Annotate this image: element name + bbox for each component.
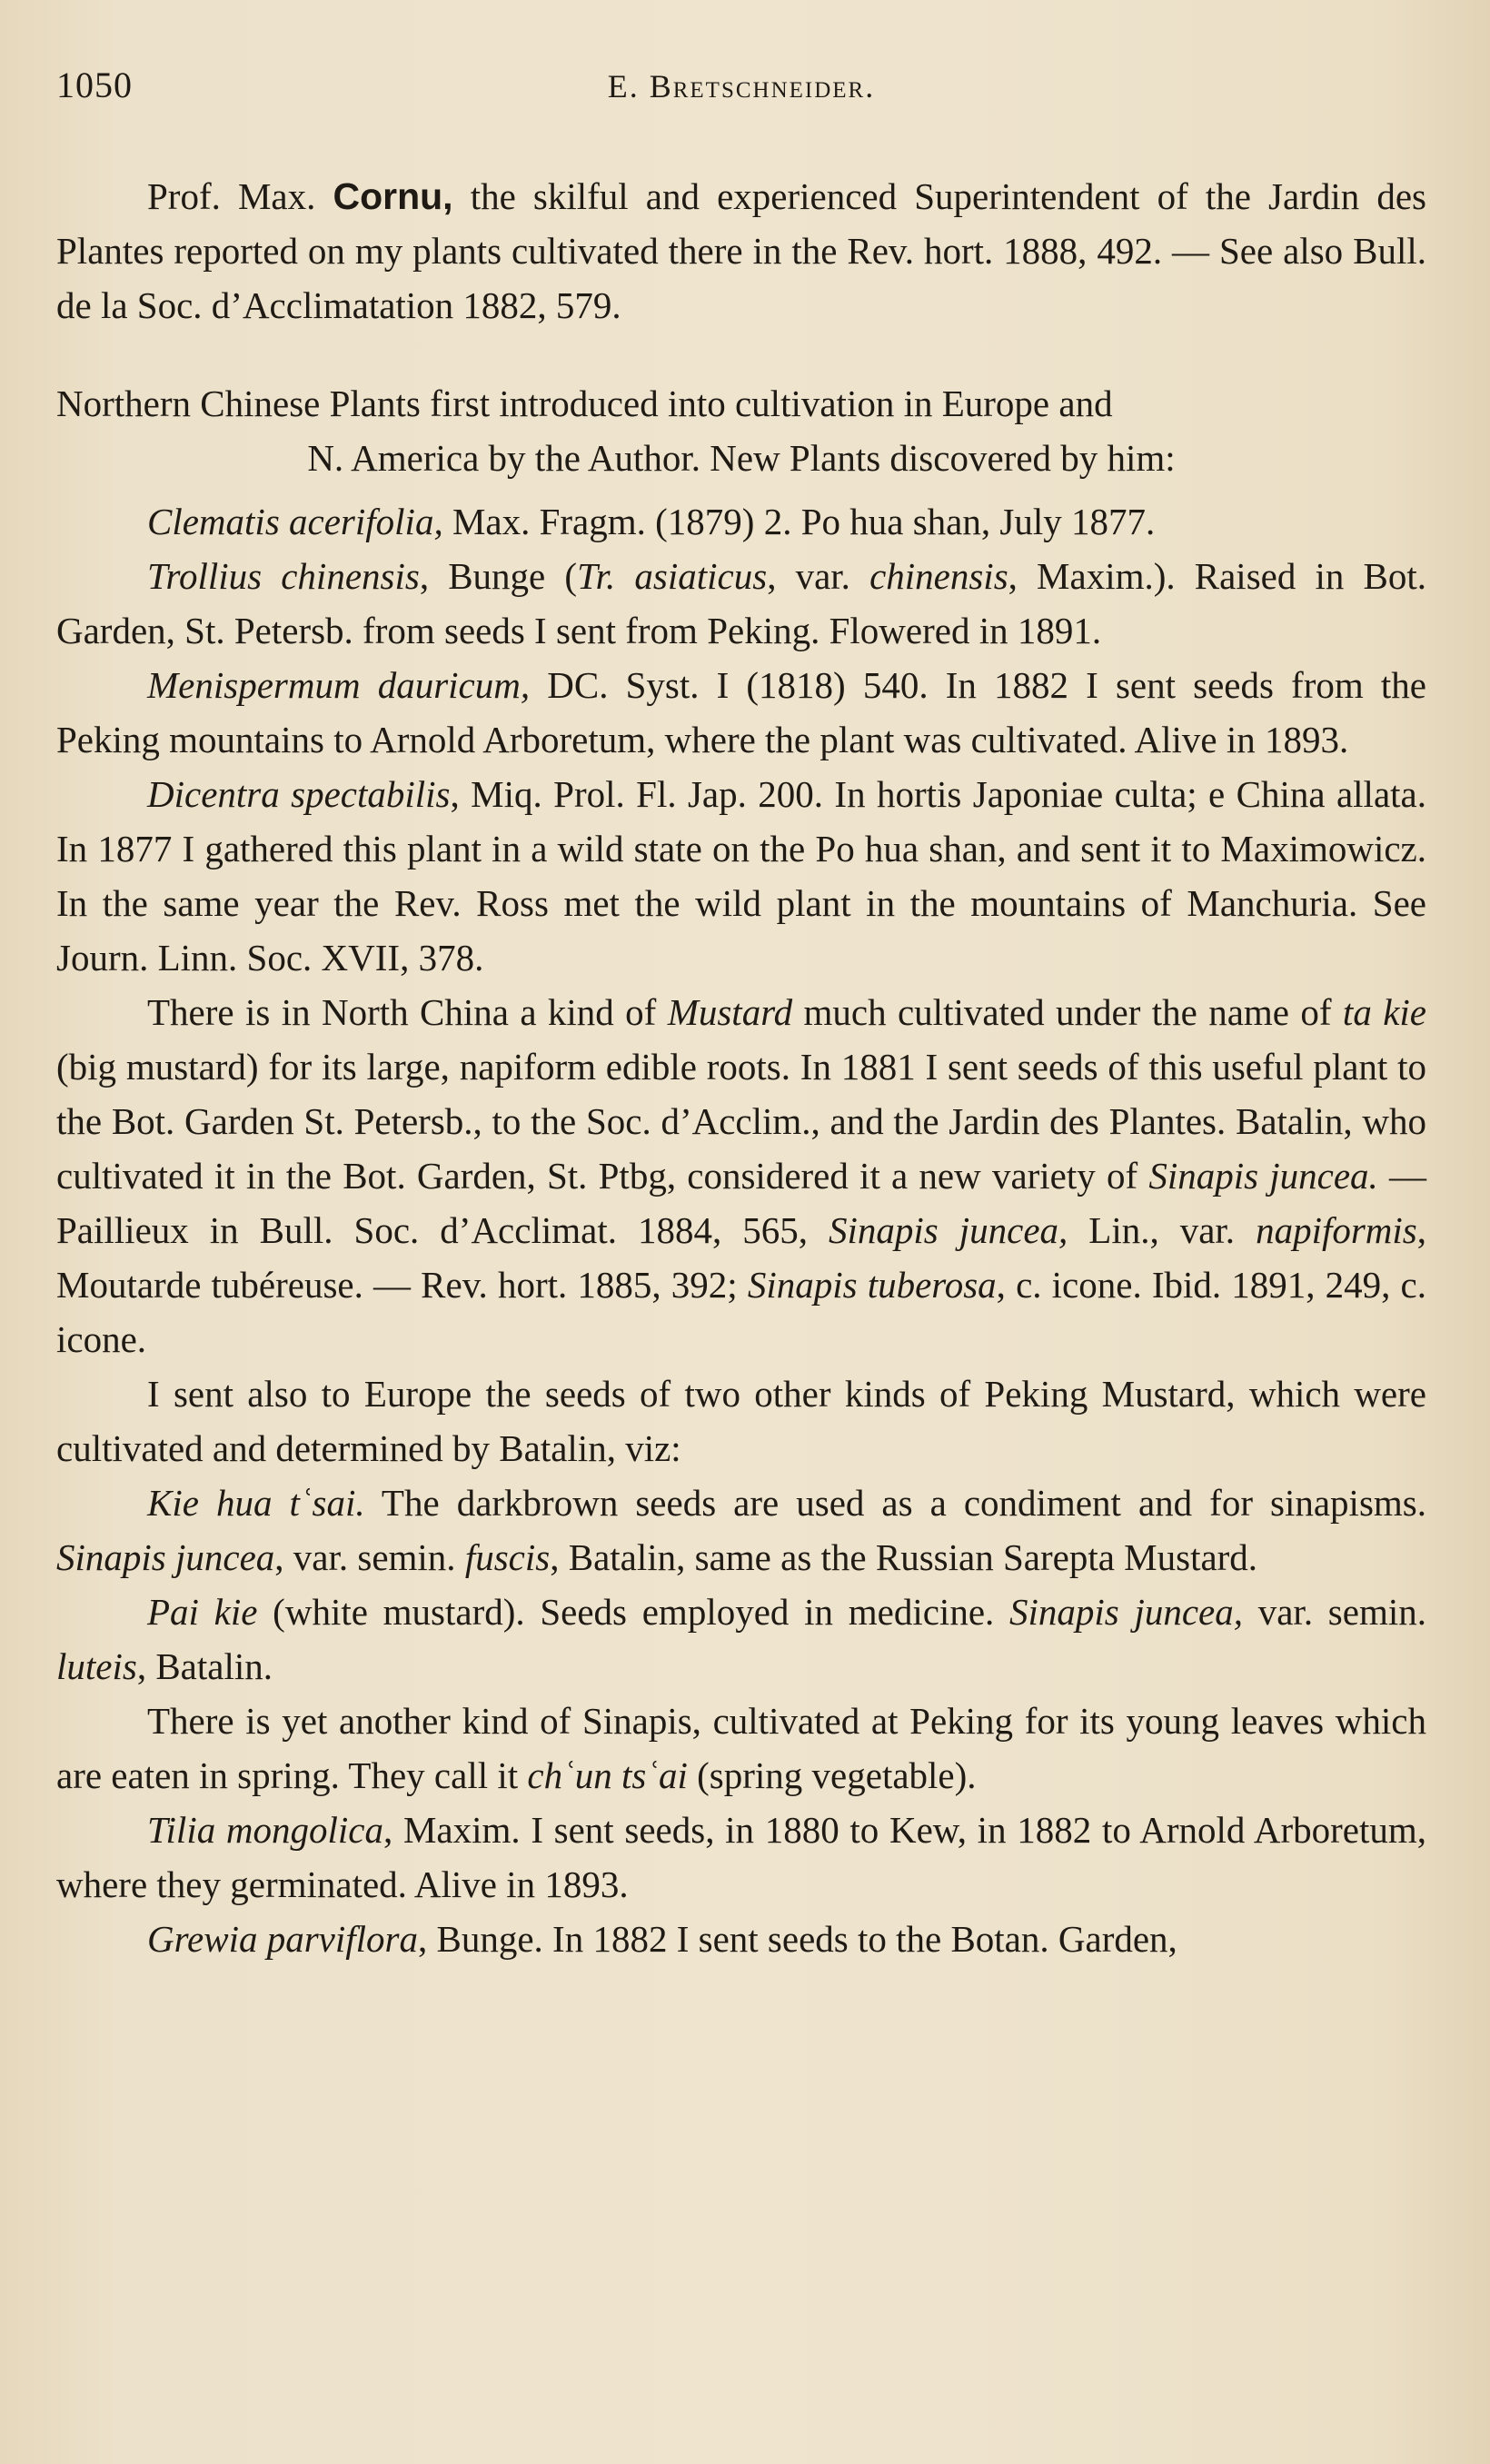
text-run: There is yet another kind of Sinapis, cultivated at Peking for its young leaves which are eaten in spring. They call it bbox=[56, 1700, 1426, 1796]
text-run: , Bunge ( bbox=[419, 555, 578, 597]
italic-term: Menispermum dauricum, bbox=[147, 664, 531, 706]
paragraph bbox=[56, 1366, 1426, 1475]
text-run: Max. Fragm. (1879) 2. Po hua shan, July 1877. bbox=[442, 501, 1156, 542]
text-run: (big mustard) for its large, napiform edible roots. In 1881 I sent seeds of this useful plant to the Bot. Garden St. Petersb., to the Soc. d’Acclim., and the Jardin des Plantes. Batalin, who cultivated it in the Bot. Garden, St. Ptbg, considered it a new variety of bbox=[56, 1046, 1426, 1197]
text-run: DC. Syst. I (1818) 540. In 1882 I sent seeds from the Peking mountains to Arnold Arboretum, where the plant was cultivated. Alive in 1893. bbox=[56, 664, 1426, 760]
section-heading bbox=[56, 376, 1426, 485]
text-run: the skilful and experienced Superintendent of the Jardin des Plantes reported on my plants cultivated there in the Rev. hort. 1888, 492. — See also Bull. de la Soc. d’Acclimatation 1882, 579. bbox=[56, 175, 1426, 326]
text-run: , Maxim.). Raised in Bot. Garden, St. Petersb. from seeds I sent from Peking. Flowered in 1891. bbox=[56, 555, 1427, 651]
italic-term: Sinapis juncea bbox=[56, 1536, 275, 1578]
italic-term: Sinapis juncea, bbox=[1009, 1591, 1243, 1633]
italic-term: ta kie bbox=[1342, 991, 1426, 1033]
italic-term: napiformis bbox=[1256, 1209, 1417, 1251]
text-run: I sent also to Europe the seeds of two other kinds of Peking Mustard, which were cultivated and determined by Batalin, viz: bbox=[56, 1373, 1426, 1469]
text-run: , Bunge. In 1882 I sent seeds to the Botan. Garden, bbox=[418, 1918, 1177, 1960]
text-run: N. America by the Author. New Plants discovered by him: bbox=[307, 437, 1176, 479]
text-run: , Moutarde tubéreuse. — Rev. hort. 1885, 392; bbox=[56, 1209, 1427, 1306]
italic-term: Trollius chinensis bbox=[147, 555, 420, 597]
italic-term: luteis bbox=[56, 1645, 137, 1687]
text-run: , Miq. Prol. Fl. Jap. 200. In hortis Japoniae culta; e China allata. In 1877 I gathered this plant in a wild state on the Po hua shan, and sent it to Maximowicz. In the same year the Rev. Ross met the wild plant in the mountains of Manchuria. See Journ. Linn. Soc. XVII, 378. bbox=[56, 773, 1426, 979]
running-head: E. Bretschneider. bbox=[607, 68, 876, 104]
italic-term: chʿun tsʿai bbox=[527, 1754, 688, 1796]
text-run: , var. bbox=[767, 555, 870, 597]
paragraph bbox=[56, 494, 1426, 549]
paragraph bbox=[56, 658, 1426, 767]
text-run: Lin., var. bbox=[1068, 1209, 1257, 1251]
page-body bbox=[56, 169, 1426, 1966]
italic-term: Tr. asiaticus bbox=[577, 555, 768, 597]
italic-term: Tilia mongolica bbox=[147, 1809, 383, 1851]
text-run: The darkbrown seeds are used as a condiment and for sinapisms. bbox=[364, 1482, 1426, 1524]
italic-term: Sinapis juncea. bbox=[1148, 1155, 1378, 1197]
italic-term: Sinapis juncea, bbox=[828, 1209, 1068, 1251]
paragraph bbox=[56, 985, 1426, 1366]
paragraph bbox=[56, 1475, 1426, 1585]
paragraph bbox=[56, 767, 1426, 985]
text-run: (white mustard). Seeds employed in medicine. bbox=[257, 1591, 1009, 1633]
paragraph bbox=[56, 1694, 1426, 1803]
text-run: , c. icone. Ibid. 1891, 249, c. icone. bbox=[56, 1264, 1426, 1360]
paragraph bbox=[56, 1803, 1426, 1912]
italic-term: Sinapis tuberosa bbox=[747, 1264, 997, 1306]
paragraph bbox=[56, 549, 1426, 658]
paragraph bbox=[56, 1912, 1426, 1966]
text-run: , Batalin, same as the Russian Sarepta Mustard. bbox=[550, 1536, 1258, 1578]
text-run: — Paillieux in Bull. Soc. d’Acclimat. 1884, 565, bbox=[56, 1155, 1427, 1251]
text-run: Prof. Max. bbox=[147, 175, 333, 217]
text-run: var. semin. bbox=[1243, 1591, 1426, 1633]
page-header bbox=[56, 64, 1426, 118]
italic-term: Mustard bbox=[667, 991, 793, 1033]
text-run: much cultivated under the name of bbox=[792, 991, 1343, 1033]
italic-term: chinensis bbox=[869, 555, 1008, 597]
italic-term: Clematis acerifolia, bbox=[147, 501, 443, 542]
italic-term: fuscis bbox=[464, 1536, 551, 1578]
paragraph bbox=[56, 1585, 1426, 1694]
text-run: , Maxim. I sent seeds, in 1880 to Kew, in 1882 to Arnold Arboretum, where they germinated. Alive in 1893. bbox=[56, 1809, 1426, 1905]
italic-term: Grewia parviflora bbox=[147, 1918, 419, 1960]
text-run: Cornu, bbox=[333, 175, 453, 217]
text-run: There is in North China a kind of bbox=[147, 991, 668, 1033]
paragraph bbox=[56, 169, 1426, 333]
page-number: 1050 bbox=[56, 65, 133, 105]
text-run: Northern Chinese Plants first introduced into cultivation in Europe and bbox=[56, 383, 1113, 424]
italic-term: Kie hua tʿsai. bbox=[147, 1482, 365, 1524]
text-run: , Batalin. bbox=[136, 1645, 273, 1687]
italic-term: Dicentra spectabilis bbox=[147, 773, 451, 815]
text-run: (spring vegetable). bbox=[687, 1754, 977, 1796]
italic-term: Pai kie bbox=[147, 1591, 258, 1633]
text-run: , var. semin. bbox=[274, 1536, 465, 1578]
